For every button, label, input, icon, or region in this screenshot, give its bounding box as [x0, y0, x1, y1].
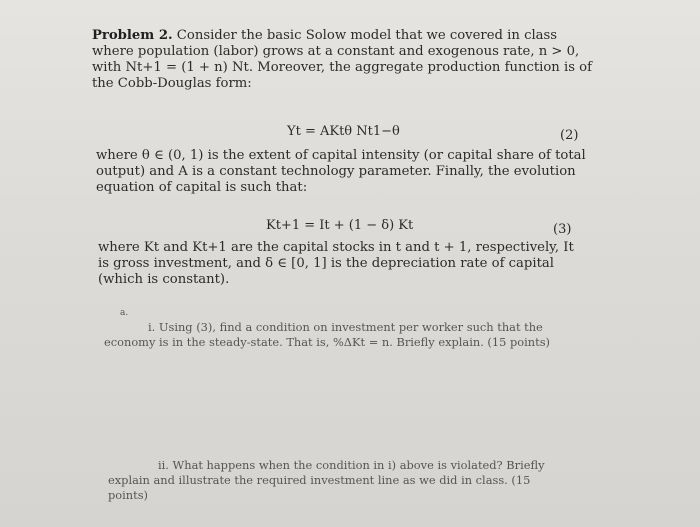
equation-3: Kt+1 = It + (1 − δ) Kt	[266, 218, 414, 233]
paragraph-after-eq2: where θ ∈ (0, 1) is the extent of capital intensity (or capital share of total output) and A is a constant technology parameter. Finally, the evolution equation of capital is such that:	[96, 148, 586, 195]
question-i: i. Using (3), find a condition on investment per worker such that the economy is in the steady-state. That is, %ΔKt = n. Briefly explain. (15 points)	[104, 320, 550, 349]
paragraph-after-eq3: where Kt and Kt+1 are the capital stocks in t and t + 1, respectively, It is gross investment, and δ ∈ [0, 1] is the depreciation rate of capital (which is constant).	[98, 240, 574, 287]
equation-2-number: (2)	[560, 128, 579, 143]
problem-intro-text: Consider the basic Solow model that we covered in class where population (labor) grows at a constant and exogenous rate, n > 0, with Nt+1 = (1 + n) Nt. Moreover, the aggregate production function is of the Cobb-Douglas form:	[92, 28, 592, 91]
equation-2: Yt = AKtθ Nt1−θ	[287, 124, 400, 139]
problem-heading: Problem 2.	[92, 28, 173, 43]
question-ii: ii. What happens when the condition in i) above is violated? Briefly explain and illustrate the required investment line as we did in class. (15 points)	[108, 458, 545, 502]
problem-intro	[92, 28, 592, 92]
equation-3-number: (3)	[553, 222, 572, 237]
part-label: a.	[120, 308, 129, 318]
